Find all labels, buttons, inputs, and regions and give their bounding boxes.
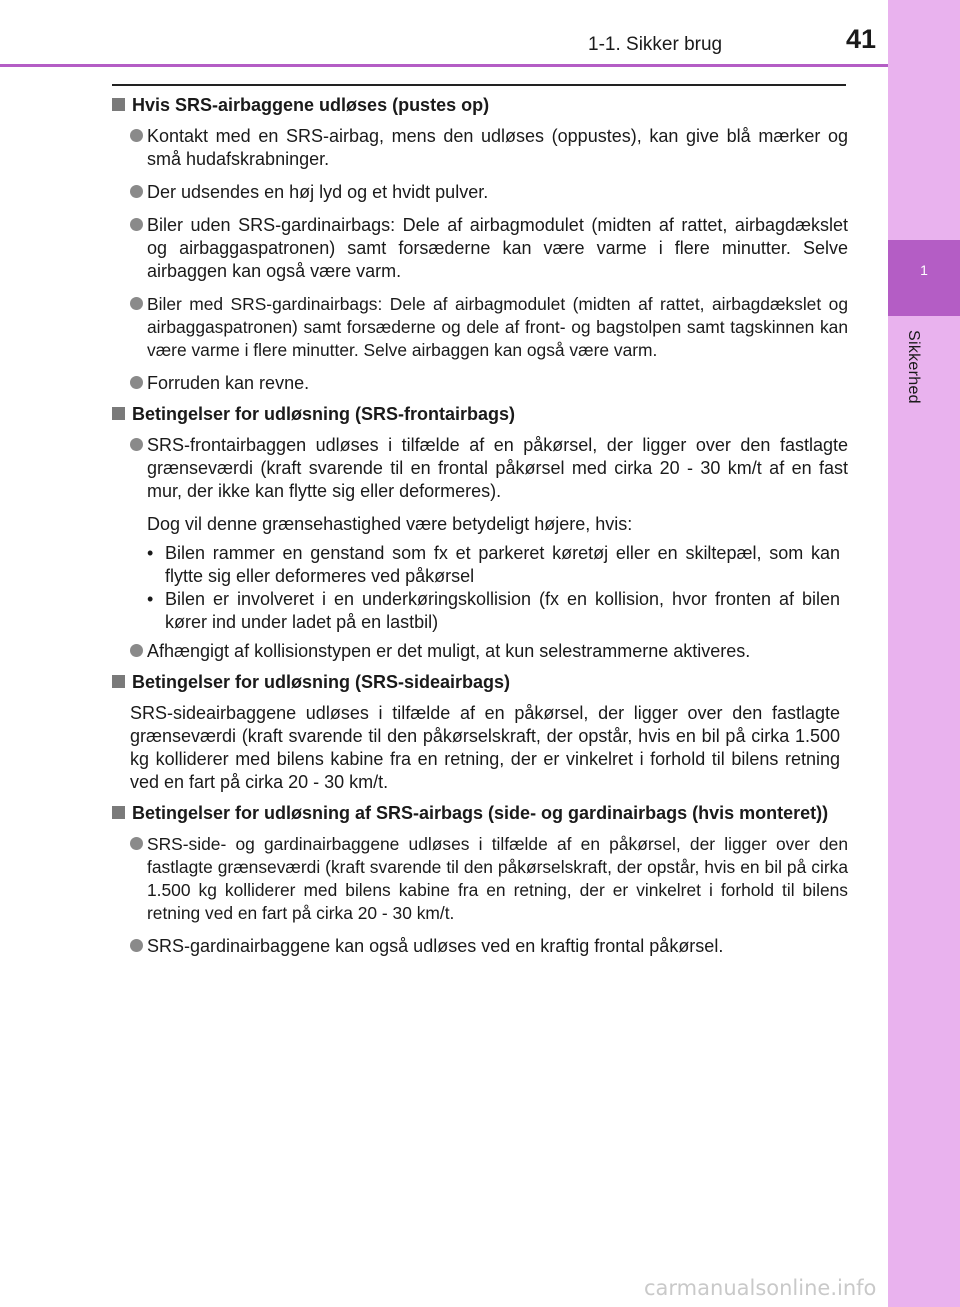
sub-bullet-mark: • [147,589,154,609]
list-item [129,214,848,283]
list-item-text: Forruden kan revne. [147,373,310,393]
section-heading-text: Betingelser for udløsning (SRS-frontairbags) [132,404,516,424]
round-bullet-icon [130,376,143,389]
chapter-tab [888,240,960,316]
list-item [129,935,848,958]
list-item [129,125,848,171]
square-bullet-icon [112,407,125,420]
page-number: 41 [846,24,877,54]
section-heading [112,403,848,426]
sub-list-item-text: Bilen rammer en genstand som fx et parkeret køretøj eller en skiltepæl, som kan flytte sig eller deformeres ved påkørsel [165,543,840,586]
list-item [129,833,848,925]
paragraph-text: SRS-sideairbaggene udløses i tilfælde af en påkørsel, der ligger over den fastlagte grænseværdi (kraft svarende til den påkørselskraft, der opstår, hvis en bil på cirka 1.500 kg kolliderer med bilens kabine fra en retning, der er vinkelret i forhold til bilens retning ved en fart på cirka 20 - 30 km/t. [130,703,840,792]
header-divider [0,64,888,67]
sub-list-item-text: Bilen er involveret i en underkøringskollision (fx en kollision, hvor fronten af bilen kører ind under ladet på en lastbil) [165,589,840,632]
list-item [129,181,848,204]
round-bullet-icon [130,218,143,231]
list-item [129,372,848,395]
list-item-text: SRS-frontairbaggen udløses i tilfælde af en påkørsel, der ligger over den fastlagte grænseværdi (kraft svarende til en frontal påkørsel med cirka 20 - 30 km/t af en fast mur, der ikke kan flytte sig eller deformeres). [147,435,848,501]
section-heading [112,802,848,825]
round-bullet-icon [130,644,143,657]
list-item-text: Biler uden SRS-gardinairbags: Dele af airbagmodulet (midten af rattet, airbagdækslet og airbaggaspatronen) samt forsæderne kan være varme i flere minutter. Selve airbaggen kan også være varm. [147,215,848,281]
section-title: 1-1. Sikker brug [588,34,723,55]
square-bullet-icon [112,675,125,688]
list-item [129,293,848,362]
watermark: carmanualsonline.info [644,1276,877,1300]
round-bullet-icon [130,185,143,198]
list-item-text: SRS-side- og gardinairbaggene udløses i tilfælde af en påkørsel, der ligger over den fastlagte grænseværdi (kraft svarende til den påkørselskraft, der opstår, hvis en bil på cirka 1.500 kg kolliderer med bilens kabine fra en retning, der er vinkelret i forhold til bilens retning ved en fart på cirka 20 - 30 km/t. [147,834,848,923]
chapter-number: 1 [920,262,928,278]
square-bullet-icon [112,806,125,819]
list-item-text: Afhængigt af kollisionstypen er det muligt, at kun selestrammerne aktiveres. [147,641,751,661]
list-item-text: Biler med SRS-gardinairbags: Dele af airbagmodulet (midten af rattet, airbagdækslet og airbaggaspatronen) samt forsæderne og dele af front- og bagstolpen samt tagskinnen kan være varme i flere minutter. Selve airbaggen kan også være varm. [147,294,848,360]
section-heading [112,94,848,117]
note-text: Dog vil denne grænsehastighed være betydeligt højere, hvis: [147,514,633,534]
list-item-text: Der udsendes en høj lyd og et hvidt pulver. [147,182,489,202]
section-heading-text: Betingelser for udløsning (SRS-sideairbags) [132,672,511,692]
list-item-text: SRS-gardinairbaggene kan også udløses ved en kraftig frontal påkørsel. [147,936,724,956]
section-heading-text: Hvis SRS-airbaggene udløses (pustes op) [132,95,490,115]
section-heading [112,671,848,694]
square-bullet-icon [112,98,125,111]
sub-list-item [147,542,840,588]
round-bullet-icon [130,837,143,850]
page-content [112,94,848,958]
chapter-sidebar [888,0,960,1307]
sub-list-item [147,588,840,634]
chapter-label: Sikkerhed [905,330,922,404]
round-bullet-icon [130,129,143,142]
content-top-rule [112,84,846,86]
list-item [129,640,848,663]
section-heading-text: Betingelser for udløsning af SRS-airbags (side- og gardinairbags (hvis monteret)) [132,803,829,823]
round-bullet-icon [130,297,143,310]
round-bullet-icon [130,939,143,952]
round-bullet-icon [130,438,143,451]
list-item [129,434,848,503]
sub-bullet-mark: • [147,543,154,563]
list-item-text: Kontakt med en SRS-airbag, mens den udløses (oppustes), kan give blå mærker og små hudafskrabninger. [147,126,848,169]
